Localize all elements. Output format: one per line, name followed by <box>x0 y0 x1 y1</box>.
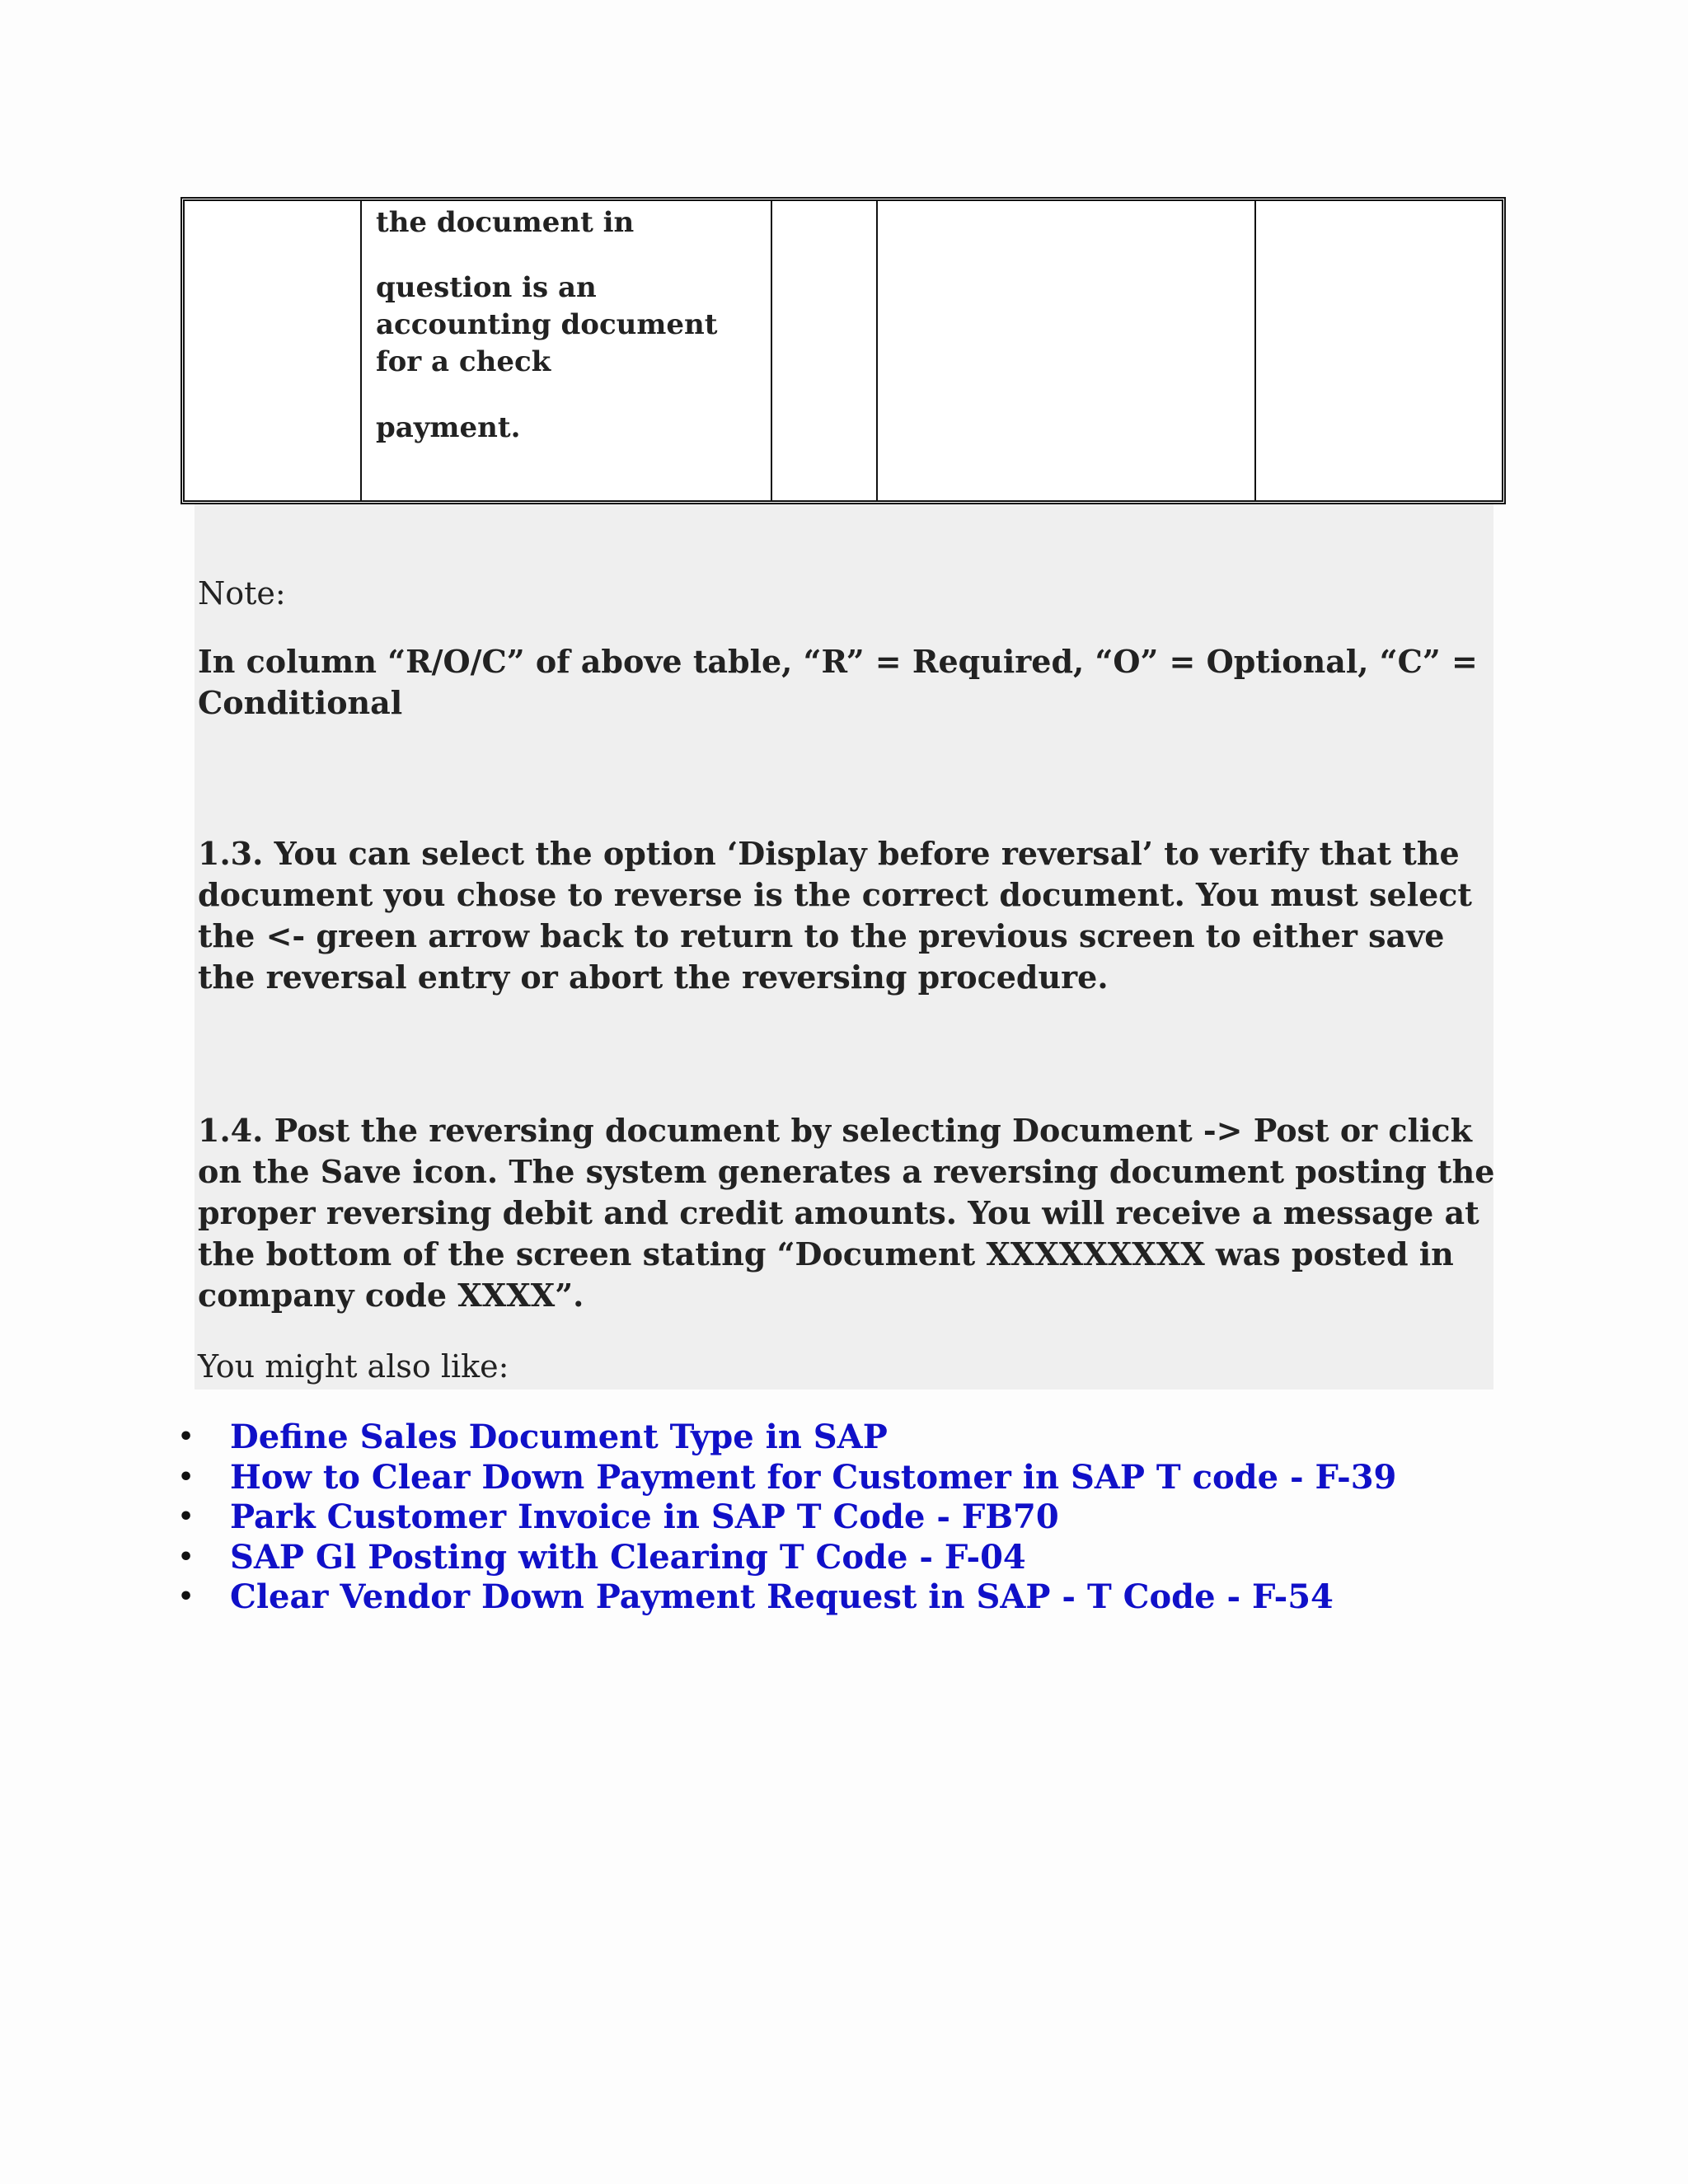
note-label: Note: <box>198 575 286 612</box>
table-cell <box>1255 201 1502 500</box>
bullet: • <box>178 1542 195 1572</box>
related-link-gl-posting-clearing[interactable]: SAP Gl Posting with Clearing T Code - F-04 <box>230 1537 1026 1577</box>
requirements-table-body <box>185 201 1502 500</box>
step-1-3: 1.3. You can select the option ‘Display before reversal’ to verify that the document you chose to reverse is the correct document. You must select the <- green arrow back to return to the previous screen to either save the reversal entry or abort the reversing procedure. <box>198 835 1472 996</box>
bullet: • <box>178 1422 195 1451</box>
table-cell <box>771 201 877 500</box>
table-cell <box>361 201 771 500</box>
table-cell <box>185 201 361 500</box>
list-item <box>178 1497 1396 1538</box>
cell-line: the document in <box>376 206 635 239</box>
related-link-clear-down-payment[interactable]: How to Clear Down Payment for Customer in SAP T code - F-39 <box>230 1457 1397 1497</box>
related-heading: You might also like: <box>198 1348 509 1385</box>
bullet: • <box>178 1502 195 1531</box>
cell-line: question is an accounting document for a check <box>376 271 718 378</box>
step-1-4: 1.4. Post the reversing document by selecting Document -> Post or click on the Save icon. The system generates a reversing document posting the proper reversing debit and credit amounts. You will receive a message at the bottom of the screen stating “Document XXXXXXXXX was posted in company code XXXX”. <box>198 1112 1495 1314</box>
note-text: In column “R/O/C” of above table, “R” = Required, “O” = Optional, “C” = Conditional <box>198 643 1478 721</box>
list-item <box>178 1538 1396 1578</box>
requirements-table <box>181 197 1506 504</box>
list-item <box>178 1458 1396 1498</box>
list-item <box>178 1577 1396 1618</box>
table-row <box>185 201 1502 500</box>
cell-line: payment. <box>376 411 521 444</box>
related-links-list <box>178 1418 1396 1618</box>
related-link-park-customer-invoice[interactable]: Park Customer Invoice in SAP T Code - FB70 <box>230 1497 1059 1536</box>
list-item <box>178 1418 1396 1458</box>
table-cell <box>877 201 1255 500</box>
related-link-sales-document-type[interactable]: Define Sales Document Type in SAP <box>230 1418 888 1456</box>
related-link-vendor-down-payment[interactable]: Clear Vendor Down Payment Request in SAP - T Code - F-54 <box>230 1577 1334 1616</box>
bullet: • <box>178 1582 195 1611</box>
bullet: • <box>178 1462 195 1492</box>
